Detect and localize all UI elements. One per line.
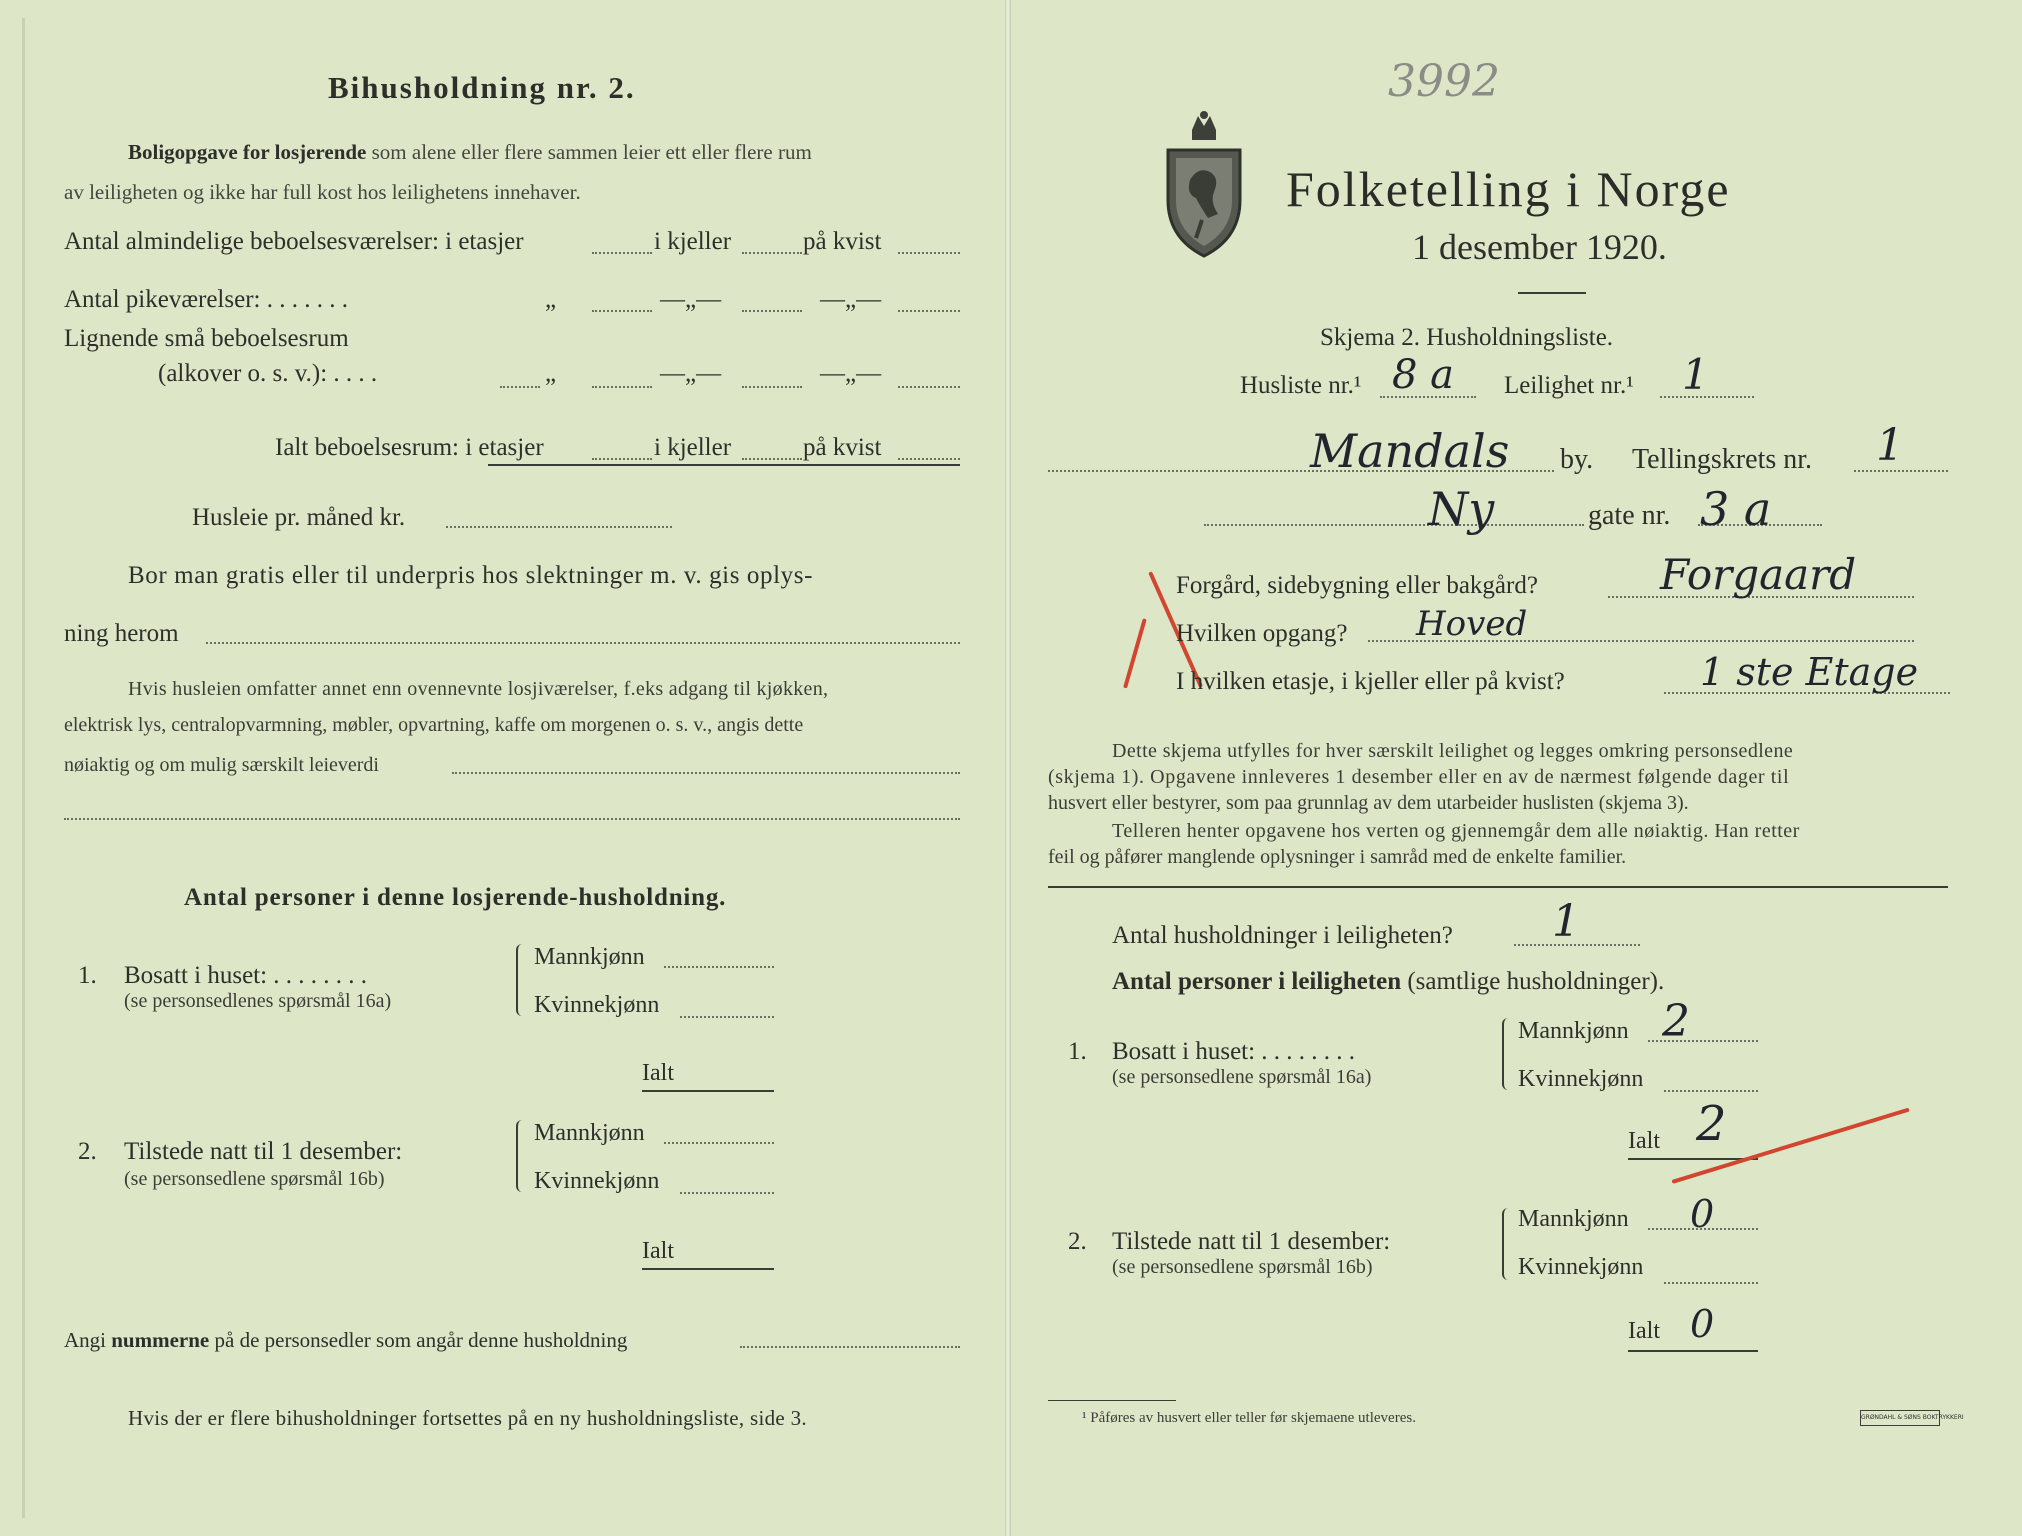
pike-ditto-1: „ bbox=[545, 286, 557, 313]
pike-kvist-field[interactable] bbox=[898, 310, 960, 312]
angi-line bbox=[64, 1328, 627, 1353]
page-edge bbox=[22, 18, 25, 1518]
right-q2-sub: (se personsedlene spørsmål 16b) bbox=[1112, 1256, 1373, 1278]
right-q2-num: 2. bbox=[1068, 1228, 1087, 1255]
left-q1-brace bbox=[516, 944, 526, 1016]
husholdninger-value[interactable]: 1 bbox=[1552, 896, 1580, 947]
ialt-underline bbox=[488, 464, 960, 466]
right-q2-ialt-field[interactable] bbox=[1628, 1350, 1758, 1352]
left-q1-kvinne-field[interactable] bbox=[680, 1016, 774, 1018]
ialt-etasjer-field[interactable] bbox=[592, 458, 652, 460]
coat-of-arms-icon bbox=[1162, 110, 1246, 260]
leilighet-value[interactable]: 1 bbox=[1682, 350, 1709, 399]
instruction-line-1: Dette skjema utfylles for hver særskilt leilighet og legges omkring personsedlene bbox=[1112, 740, 1794, 762]
husleie-field[interactable] bbox=[446, 526, 672, 528]
lignende-ditto-3: —„— bbox=[820, 360, 882, 387]
intro-line-2: av leiligheten og ikke har full kost hos leilighetens innehaver. bbox=[64, 180, 581, 204]
pike-kjeller-field[interactable] bbox=[742, 310, 802, 312]
pike-ditto-3: —„— bbox=[820, 286, 882, 313]
right-q2-kvinne-field[interactable] bbox=[1664, 1282, 1758, 1284]
bor-line-2: ning herom bbox=[64, 620, 179, 647]
by-value[interactable]: Mandals bbox=[1310, 424, 1510, 478]
center-fold bbox=[1005, 0, 1011, 1536]
ialt-kvist-label: på kvist bbox=[803, 434, 882, 461]
tellingskrets-label: Tellingskrets nr. bbox=[1632, 444, 1813, 475]
form-title: Folketelling i Norge bbox=[1286, 161, 1731, 217]
hvis-field-2[interactable] bbox=[64, 818, 960, 820]
right-q1-ialt: Ialt bbox=[1628, 1128, 1660, 1154]
instruction-line-3: husvert eller bestyrer, som paa grunnlag av dem utarbeider huslisten (skjema 3). bbox=[1048, 792, 1689, 814]
forgard-label: Forgård, sidebygning eller bakgård? bbox=[1176, 572, 1538, 599]
right-q2-mann: Mannkjønn bbox=[1518, 1206, 1629, 1232]
left-q1-ialt-field[interactable] bbox=[642, 1090, 774, 1092]
leilighet-label: Leilighet nr.¹ bbox=[1504, 372, 1634, 399]
lignende-line-2: (alkover o. s. v.): . . . . bbox=[158, 360, 378, 387]
ialt-kjeller-field[interactable] bbox=[742, 458, 802, 460]
footnote-divider bbox=[1048, 1400, 1176, 1401]
right-q2-ialt: Ialt bbox=[1628, 1318, 1660, 1344]
left-q2-ialt: Ialt bbox=[642, 1238, 674, 1264]
antal-heading-left: Antal personer i denne losjerende-husholdning. bbox=[184, 884, 727, 911]
right-q1-sub: (se personsedlene spørsmål 16a) bbox=[1112, 1066, 1372, 1088]
printer-mark: GRØNDAHL & SØNS BOKTRYKKERI bbox=[1860, 1410, 1940, 1426]
angi-bold: nummerne bbox=[111, 1328, 210, 1352]
lignende-pre-field[interactable] bbox=[500, 386, 540, 388]
antal-heading-right bbox=[1112, 968, 1664, 996]
ialt-kjeller-label: i kjeller bbox=[654, 434, 732, 461]
right-q1-brace bbox=[1502, 1018, 1512, 1090]
tellingskrets-value[interactable]: 1 bbox=[1876, 420, 1904, 471]
rooms-etasjer-field[interactable] bbox=[592, 252, 652, 254]
hvis-field-1[interactable] bbox=[452, 772, 960, 774]
rooms-kvist-label: på kvist bbox=[803, 228, 882, 255]
form-date: 1 desember 1920. bbox=[1412, 227, 1667, 267]
red-check-mark-b bbox=[1123, 618, 1147, 688]
right-q1-label: Bosatt i huset: . . . . . . . . bbox=[1112, 1038, 1356, 1065]
left-q2-kvinne: Kvinnekjønn bbox=[534, 1168, 660, 1194]
right-q1-kvinne-field[interactable] bbox=[1664, 1090, 1758, 1092]
husleie-label: Husleie pr. måned kr. bbox=[192, 504, 406, 531]
instruction-divider bbox=[1048, 886, 1948, 888]
etasje-value[interactable]: 1 ste Etage bbox=[1700, 650, 1919, 694]
husliste-label: Husliste nr.¹ bbox=[1240, 372, 1362, 399]
opgang-label: Hvilken opgang? bbox=[1176, 620, 1348, 647]
instruction-line-4: Telleren henter opgavene hos verten og gjennemgår dem alle nøiaktig. Han retter bbox=[1112, 820, 1800, 842]
left-q2-mann-field[interactable] bbox=[664, 1142, 774, 1144]
intro-bold: Boligopgave for losjerende bbox=[128, 140, 367, 164]
lignende-kvist-field[interactable] bbox=[898, 386, 960, 388]
left-q2-num: 2. bbox=[78, 1138, 97, 1165]
rooms-kjeller-label: i kjeller bbox=[654, 228, 732, 255]
by-label: by. bbox=[1560, 444, 1594, 475]
left-heading: Bihusholdning nr. 2. bbox=[328, 70, 636, 105]
left-q1-mann: Mannkjønn bbox=[534, 944, 645, 970]
right-q1-mann: Mannkjønn bbox=[1518, 1018, 1629, 1044]
rooms-kjeller-field[interactable] bbox=[742, 252, 802, 254]
bor-field[interactable] bbox=[206, 642, 960, 644]
ialt-rooms-label: Ialt beboelsesrum: i etasjer bbox=[275, 434, 544, 461]
ialt-kvist-field[interactable] bbox=[898, 458, 960, 460]
angi-pre: Angi bbox=[64, 1328, 106, 1352]
left-q2-mann: Mannkjønn bbox=[534, 1120, 645, 1146]
lignende-etasjer-field[interactable] bbox=[592, 386, 652, 388]
left-q2-sub: (se personsedlene spørsmål 16b) bbox=[124, 1168, 385, 1190]
gate-nr-value[interactable]: 3 a bbox=[1700, 482, 1772, 536]
right-q2-kvinne: Kvinnekjønn bbox=[1518, 1254, 1644, 1280]
left-q1-mann-field[interactable] bbox=[664, 966, 774, 968]
left-q2-ialt-field[interactable] bbox=[642, 1268, 774, 1270]
left-q1-ialt: Ialt bbox=[642, 1060, 674, 1086]
lignende-kjeller-field[interactable] bbox=[742, 386, 802, 388]
husliste-value[interactable]: 8 a bbox=[1392, 352, 1455, 398]
right-q2-label: Tilstede natt til 1 desember: bbox=[1112, 1228, 1391, 1255]
right-q1-ialt-value[interactable]: 2 bbox=[1696, 1096, 1727, 1152]
skjema-label: Skjema 2. Husholdningsliste. bbox=[1320, 324, 1614, 351]
lignende-ditto-1: „ bbox=[545, 360, 557, 387]
angi-rest: på de personsedler som angår denne husholdning bbox=[214, 1328, 628, 1352]
gate-field[interactable] bbox=[1204, 524, 1584, 526]
pike-etasjer-field[interactable] bbox=[592, 310, 652, 312]
right-q1-mann-value[interactable]: 2 bbox=[1662, 996, 1690, 1047]
lignende-line-1: Lignende små beboelsesrum bbox=[64, 325, 349, 352]
angi-field[interactable] bbox=[740, 1346, 960, 1348]
right-q2-brace bbox=[1502, 1208, 1512, 1280]
left-q1-label: Bosatt i huset: . . . . . . . . bbox=[124, 962, 368, 989]
hvis-line-3: nøiaktig og om mulig særskilt leieverdi bbox=[64, 754, 379, 776]
gate-value[interactable]: Ny bbox=[1428, 482, 1495, 536]
left-q2-label: Tilstede natt til 1 desember: bbox=[124, 1138, 403, 1165]
hvis-line-2: elektrisk lys, centralopvarmning, møbler, opvartning, kaffe om morgenen o. s. v., angis dette bbox=[64, 714, 804, 736]
left-q2-brace bbox=[516, 1120, 526, 1192]
left-q1-sub: (se personsedlenes spørsmål 16a) bbox=[124, 990, 392, 1012]
lignende-ditto-2: —„— bbox=[660, 360, 722, 387]
rooms-label: Antal almindelige beboelsesværelser: i etasjer bbox=[64, 228, 524, 255]
antal-bold: Antal personer i leiligheten bbox=[1112, 968, 1402, 995]
opgang-value[interactable]: Hoved bbox=[1416, 604, 1528, 644]
right-q2-mann-value[interactable]: 0 bbox=[1690, 1192, 1715, 1236]
left-footer: Hvis der er flere bihusholdninger fortsettes på en ny husholdningsliste, side 3. bbox=[128, 1406, 807, 1430]
intro-line-1 bbox=[128, 140, 812, 165]
left-q1-kvinne: Kvinnekjønn bbox=[534, 992, 660, 1018]
archive-number: 3992 bbox=[1388, 56, 1500, 107]
right-q1-num: 1. bbox=[1068, 1038, 1087, 1065]
right-q2-ialt-value[interactable]: 0 bbox=[1690, 1302, 1715, 1346]
forgard-value[interactable]: Forgaard bbox=[1660, 550, 1857, 599]
instruction-line-2: (skjema 1). Opgavene innleveres 1 desember eller en av de nærmest følgende dager til bbox=[1048, 766, 1790, 788]
gate-label: gate nr. bbox=[1588, 500, 1671, 531]
antal-rest: (samtlige husholdninger). bbox=[1407, 968, 1665, 995]
husholdninger-label: Antal husholdninger i leiligheten? bbox=[1112, 922, 1453, 949]
instruction-line-5: feil og påfører manglende oplysninger i samråd med de enkelte familier. bbox=[1048, 846, 1627, 868]
intro-rest: som alene eller flere sammen leier ett eller flere rum bbox=[371, 140, 812, 164]
footnote: ¹ Påføres av husvert eller teller før skjemaene utleveres. bbox=[1082, 1410, 1416, 1426]
bor-line-1: Bor man gratis eller til underpris hos slektninger m. v. gis oplys- bbox=[128, 562, 814, 589]
etasje-label: I hvilken etasje, i kjeller eller på kvist? bbox=[1176, 668, 1565, 695]
hvis-line-1: Hvis husleien omfatter annet enn ovennevnte losjiværelser, f.eks adgang til kjøkken, bbox=[128, 678, 829, 700]
pike-label: Antal pikeværelser: . . . . . . . bbox=[64, 286, 348, 313]
title-divider bbox=[1518, 292, 1586, 294]
right-q1-kvinne: Kvinnekjønn bbox=[1518, 1066, 1644, 1092]
left-q2-kvinne-field[interactable] bbox=[680, 1192, 774, 1194]
left-q1-num: 1. bbox=[78, 962, 97, 989]
rooms-kvist-field[interactable] bbox=[898, 252, 960, 254]
pike-ditto-2: —„— bbox=[660, 286, 722, 313]
